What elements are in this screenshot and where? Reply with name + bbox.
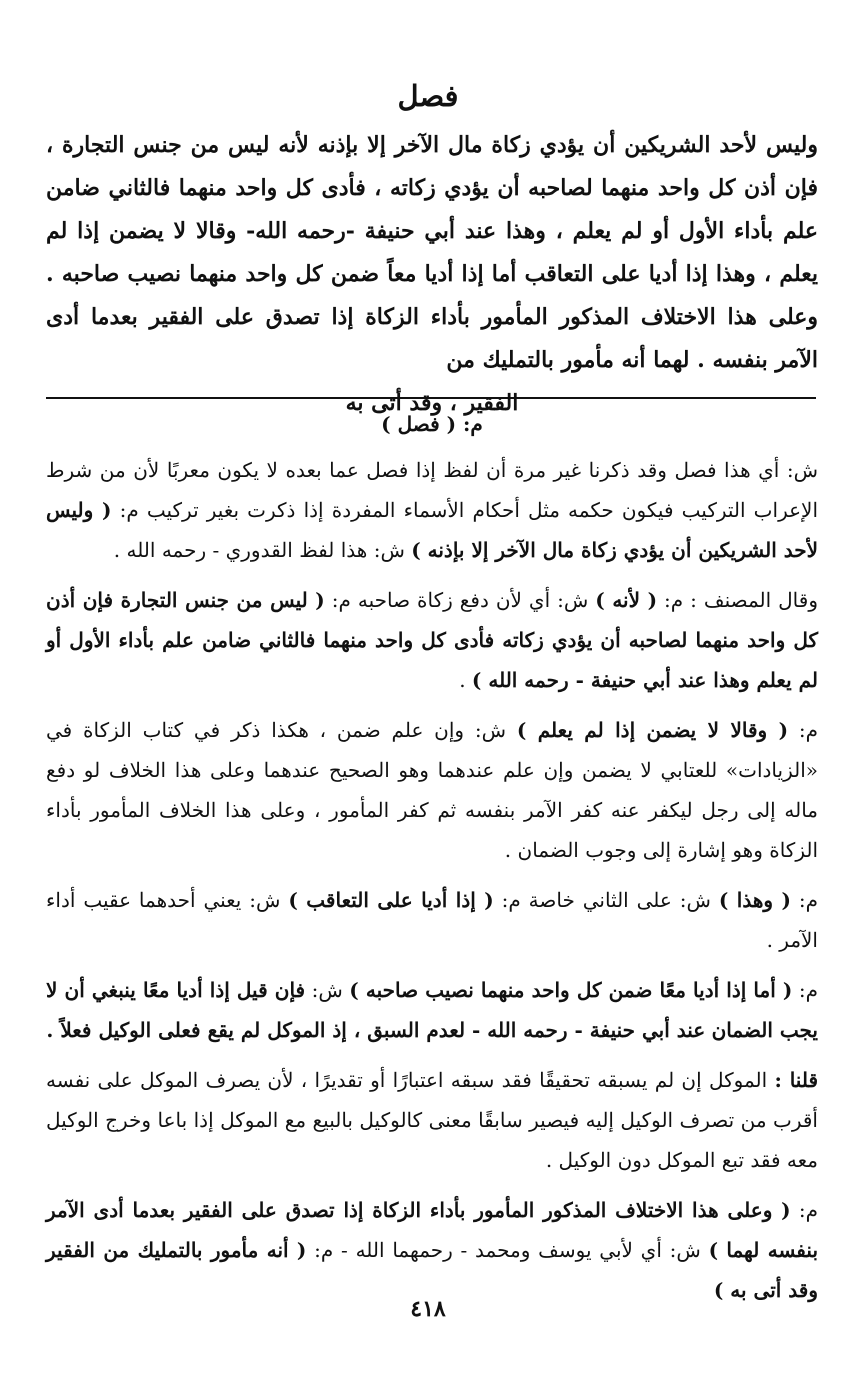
commentary-text: ش: أي لأن دفع زكاة صاحبه م: xyxy=(331,588,589,612)
commentary-paragraph-2 xyxy=(46,580,818,700)
commentary-quote: ( لأنه ) xyxy=(595,588,658,612)
main-text: وليس لأحد الشريكين أن يؤدي زكاة مال الآخر إلا بإذنه لأنه ليس من جنس التجارة ، فإن أذن كل واحد منهما لصاحبه أن يؤدي زكاته ، فأدى كل واحد منهما فالثاني ضامن علم بأداء الأول أو لم يعلم ، وهذا عند أبي حنيفة -رحمه الله- وقالا لا يضمن إذا لم يعلم ، وهذا إذا أديا على التعاقب أما إذا أديا معاً ضمن كل واحد منهما نصيب صاحبه . وعلى هذا الاختلاف المذكور المأمور بأداء الزكاة إذا تصدق على الفقير بعدما أدى الآمر بنفسه . لهما أنه مأمور بالتمليك من xyxy=(46,132,818,373)
commentary-quote: ( ليس من جنس التجارة فإن أذن كل واحد منهما لصاحبه أن يؤدي زكاته فأدى كل واحد منهما فالثاني ضامن علم بأداء الأول أو لم يعلم وهذا عند أبي حنيفة - رحمه الله ) xyxy=(46,588,818,692)
commentary-text: م: xyxy=(798,978,819,1002)
commentary-quote: ( وعلى هذا الاختلاف المذكور المأمور بأداء الزكاة إذا تصدق على الفقير بعدما أدى الآمر بنفسه لهما ) xyxy=(46,1198,819,1262)
commentary-paragraph-3 xyxy=(46,710,818,870)
commentary-text: وقال المصنف : م: xyxy=(664,588,818,612)
commentary-quote: ( أنه مأمور بالتمليك من الفقير وقد أتى به ) xyxy=(46,1238,818,1302)
commentary-quote: ( وقالا لا يضمن إذا لم يعلم ) xyxy=(516,718,789,742)
commentary-text: الموكل إن لم يسبقه تحقيقًا فقد سبقه اعتبارًا أو تقديرًا ، لأن يصرف الموكل على نفسه أقرب من تصرف الوكيل إليه فيصير سابقًا معنى كالوكيل بالبيع مع الموكل إذا باعا وخرج الوكيل معه فقد تبع الموكل دون الوكيل . xyxy=(46,1068,818,1172)
commentary-quote: ( وليس لأحد الشريكين أن يؤدي زكاة مال الآخر إلا بإذنه ) xyxy=(46,498,818,562)
section-heading: فصل xyxy=(397,79,459,113)
commentary-paragraph-1 xyxy=(46,450,818,570)
commentary-block xyxy=(46,404,818,1320)
commentary-paragraph-5 xyxy=(46,970,818,1050)
main-text-block xyxy=(46,124,818,425)
commentary-text: م: xyxy=(798,1198,819,1222)
commentary-text: عند أبي حنيفة - رحمه الله - لعدم السبق ، إذ الموكل لم يقع فعلى الوكيل فعلاً . xyxy=(46,1018,706,1042)
commentary-text: م: xyxy=(798,888,819,912)
commentary-text: . xyxy=(459,668,466,692)
commentary-paragraph-6 xyxy=(46,1060,818,1180)
commentary-quote: ( أما إذا أديا معًا ضمن كل واحد منهما نصيب صاحبه ) xyxy=(349,978,793,1002)
commentary-quote: ( وهذا ) xyxy=(718,888,792,912)
commentary-paragraph-7 xyxy=(46,1190,818,1310)
commentary-text: م: xyxy=(798,718,819,742)
commentary-text: ش: يعني أحدهما عقيب أداء الآمر . xyxy=(46,888,818,952)
commentary-quote: ( إذا أديا على التعاقب ) xyxy=(288,888,494,912)
commentary-text: ش: هذا لفظ القدوري - رحمه الله . xyxy=(113,538,405,562)
commentary-heading: م: ( فصل ) xyxy=(381,412,483,436)
commentary-text: ش: xyxy=(311,978,343,1002)
commentary-paragraph-4 xyxy=(46,880,818,960)
separator-rule xyxy=(46,397,816,399)
commentary-text: ش: على الثاني خاصة م: xyxy=(501,888,711,912)
commentary-reply-label: قلنا : xyxy=(774,1068,819,1092)
page-number: ٤١٨ xyxy=(410,1296,446,1322)
commentary-text: ش: أي لأبي يوسف ومحمد - رحمهما الله - م: xyxy=(314,1238,701,1262)
commentary-objection: فإن قيل إذا أديا معًا ينبغي أن لا يجب الضمان xyxy=(46,978,818,1042)
commentary-text: ش: وإن علم ضمن ، هكذا ذكر في كتاب الزكاة في «الزيادات» للعتابي لا يضمن وإن علم عندهما وهو الصحيح عندهما وعلى هذا الخلاف لو دفع ماله إلى رجل ليكفر عنه كفر الآمر بنفسه ثم كفر المأمور ، وعلى هذا الخلاف المأمور بأداء الزكاة وهو إشارة إلى وجوب الضمان . xyxy=(46,718,819,862)
main-text-last-line: الفقير ، وقد أتى به xyxy=(345,390,519,416)
commentary-text: ش: أي هذا فصل وقد ذكرنا غير مرة أن لفظ إذا فصل عما بعده لا يكون معربًا لأن من شرط الإعراب التركيب فيكون حكمه مثل أحكام الأسماء المفردة إذا ذكرت بغير تركيب م: xyxy=(46,458,818,522)
